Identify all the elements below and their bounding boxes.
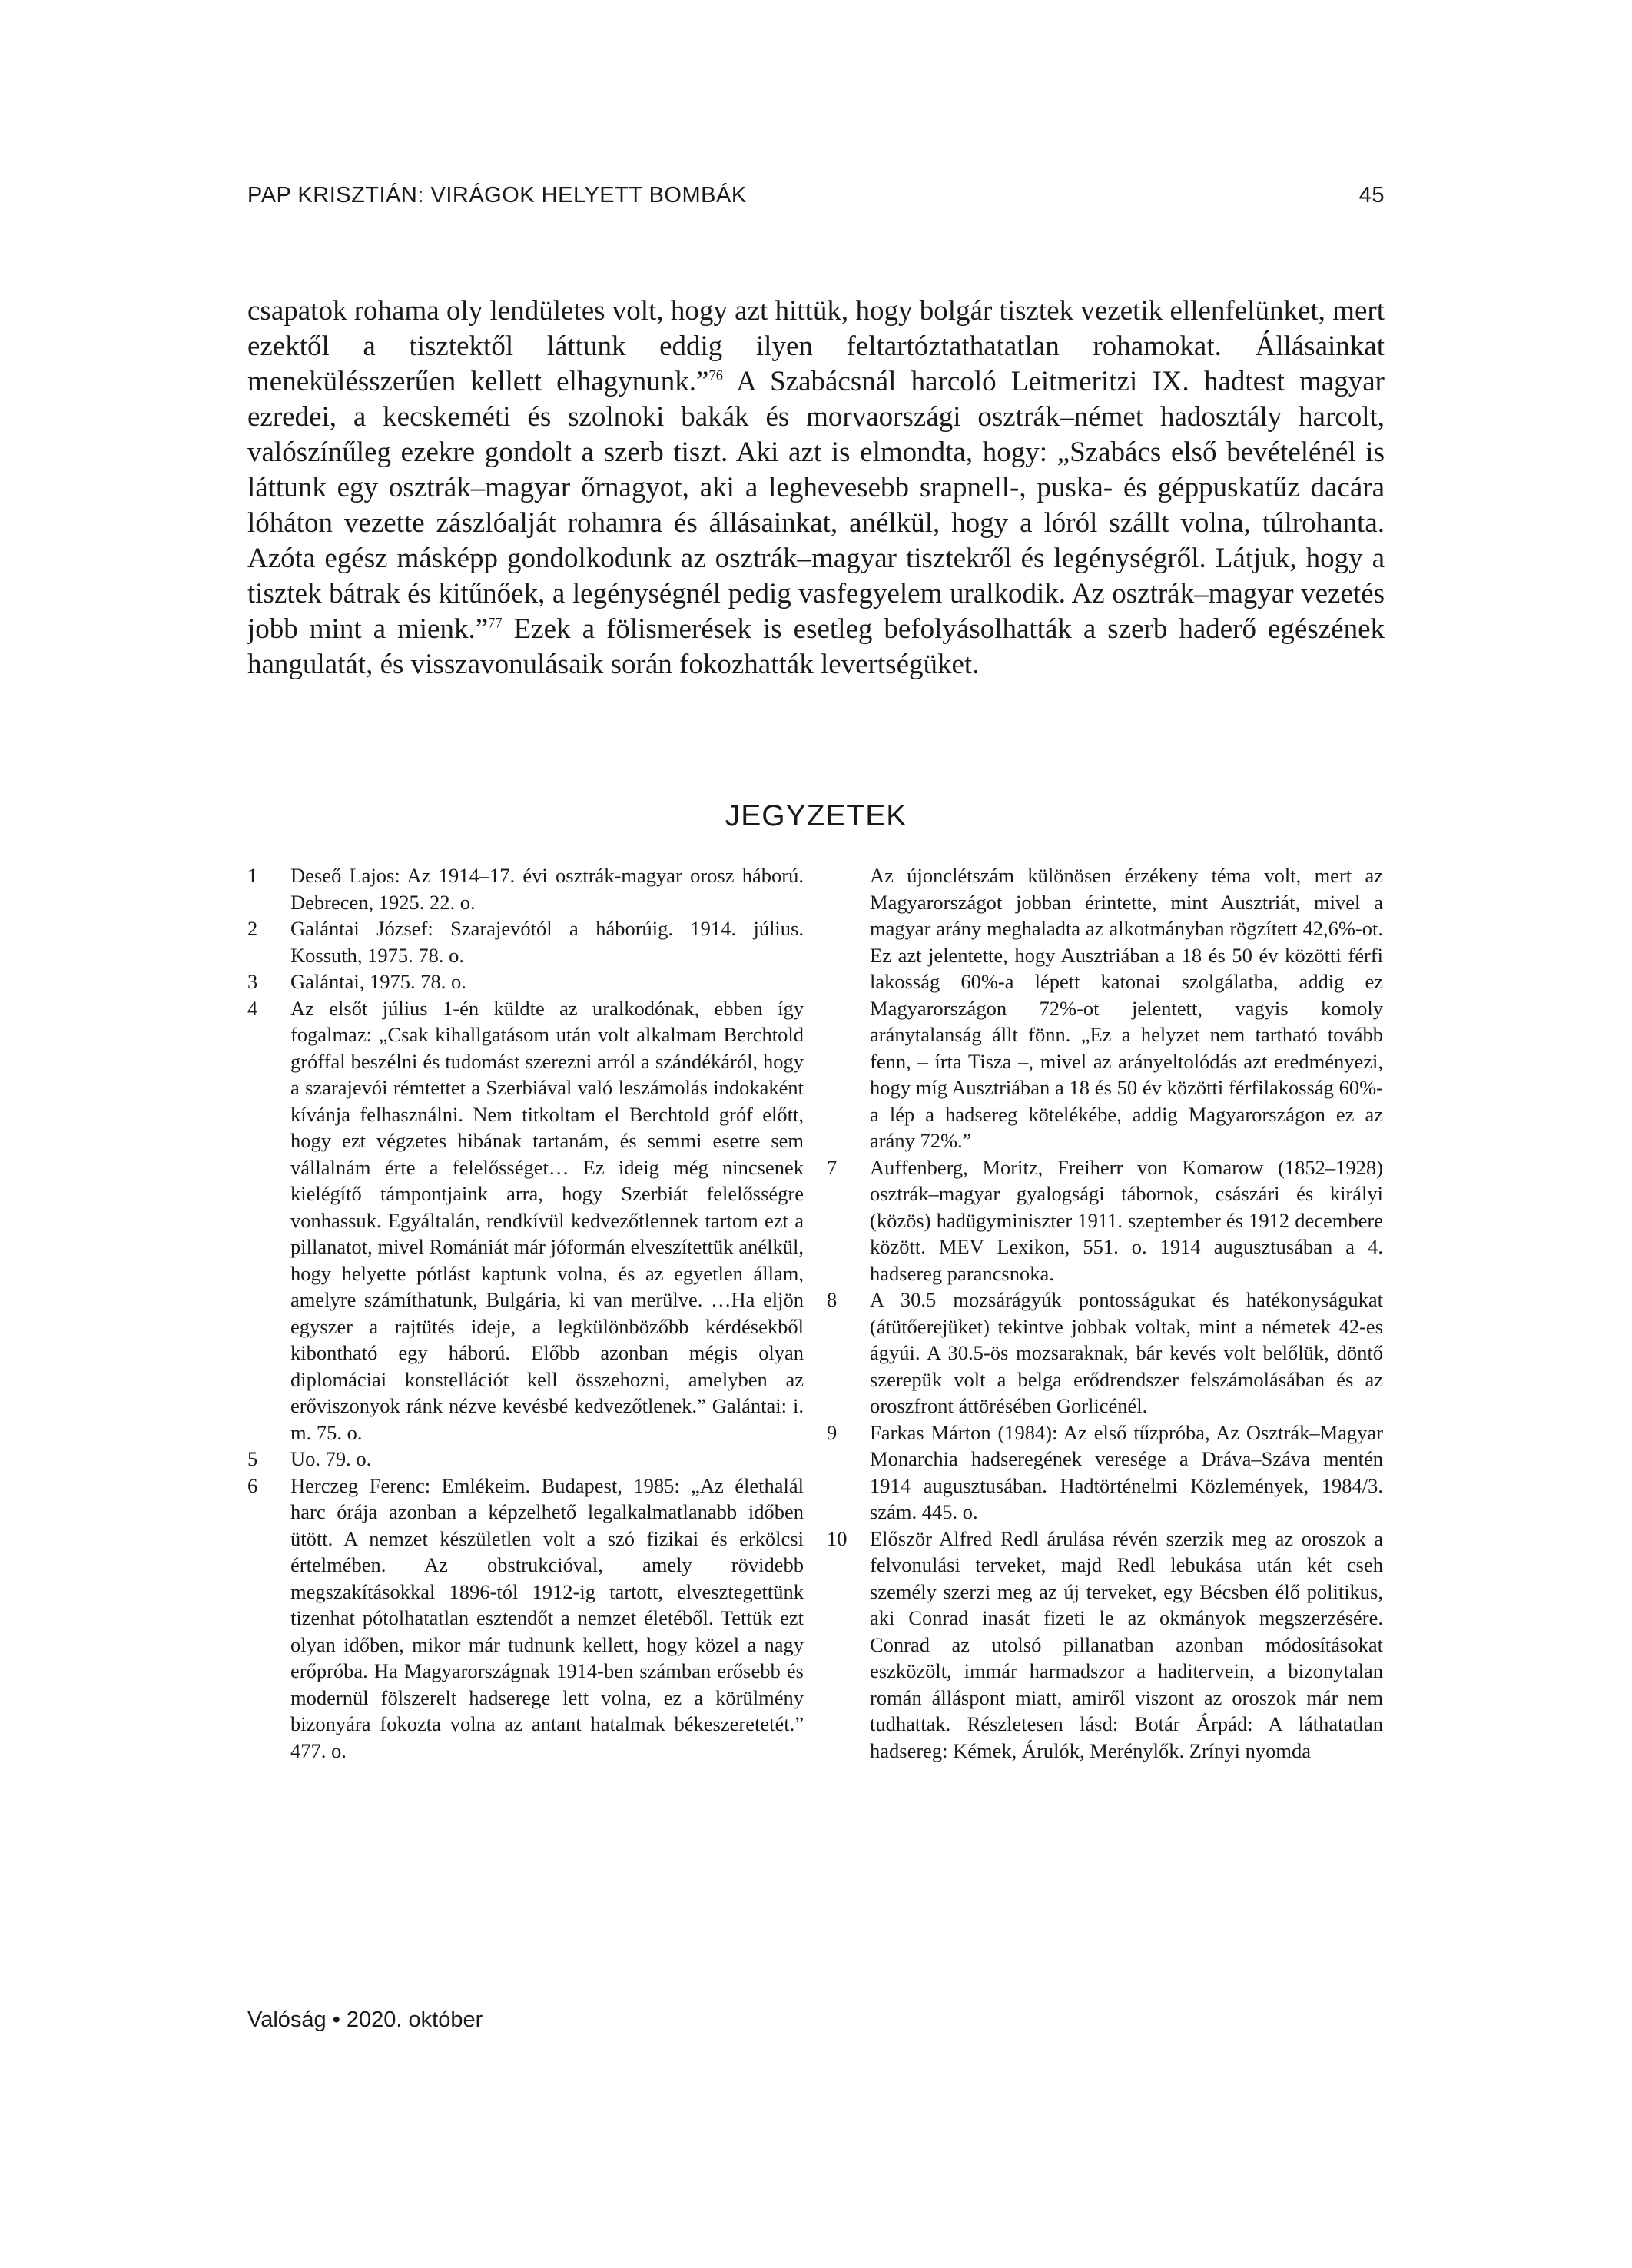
note-text: Farkas Márton (1984): Az első tűzpróba, Az Osztrák–Magyar Monarchia hadseregének veresége a Dráva–Száva mentén 1914 augusztusában. Hadtörténelmi Közlemények, 1984/3. szám. 445. o. [870, 1420, 1383, 1523]
note-number: 1 [247, 864, 258, 887]
notes-heading: JEGYZETEK [725, 799, 907, 832]
note-number: 4 [247, 996, 258, 1020]
note-text: Galántai, 1975. 78. o. [290, 970, 466, 993]
note-item [827, 1287, 1383, 1420]
note-number: 3 [247, 970, 258, 993]
body-text-part-1: csapatok rohama oly lendületes volt, hogy azt hittük, hogy bolgár tisztek vezetik ellenfelünket, mert ezektől a tisztektől láttunk eddig ilyen feltartóztathatatlan rohamokat. Állásainkat menekülésszerűen kellett elhagynunk.” [247, 295, 1385, 397]
body-text-part-3: Ezek a fölismerések is esetleg befolyásolhatták a szerb haderő egészének hangulatát, és visszavonulásaik során fokozhatták levertségüket. [247, 613, 1385, 680]
running-title: PAP KRISZTIÁN: VIRÁGOK HELYETT BOMBÁK [247, 183, 747, 208]
note-text: A 30.5 mozsárágyúk pontosságukat és hatékonyságukat (átütőerejüket) tekintve jobbak voltak, mint a németek 42-es ágyúi. A 30.5-ös mozsaraknak, bár kevés volt belőlük, döntő szerepük volt a belga erődrendszer felszámolásában és az oroszfront áttörésében Gorlicénél. [870, 1288, 1383, 1417]
note-number: 6 [247, 1473, 258, 1497]
note-number: 10 [827, 1526, 848, 1550]
note-number: 7 [827, 1155, 838, 1179]
note-continuation [827, 862, 1383, 1154]
note-item [247, 1473, 804, 1765]
note-number: 5 [247, 1447, 258, 1470]
notes-column-right [827, 862, 1383, 1764]
notes-column-left [247, 862, 804, 1764]
note-item [247, 915, 804, 968]
body-text [247, 294, 1385, 682]
note-item [247, 995, 804, 1446]
note-item [827, 1420, 1383, 1526]
note-text: Először Alfred Redl árulása révén szerzik meg az oroszok a felvonulási terveket, majd Redl lebukása után két cseh személy szerzi meg az új terveket, egy Bécsben élő politikus, aki Conrad inasát fizeti le az okmányok megszerzésére. Conrad az utolsó pillanatban azonban módosításokat eszközölt, immár harmadszor a haditervein, a bizonytalan román álláspont miatt, amiről viszont az oroszok már nem tudhattak. Részletesen lásd: Botár Árpád: A láthatatlan hadsereg: Kémek, Árulók, Merénylők. Zrínyi nyomda [870, 1526, 1383, 1762]
note-text: Auffenberg, Moritz, Freiherr von Komarow (1852–1928) osztrák–magyar gyalogsági tábornok, császári és királyi (közös) hadügyminiszter 1911. szeptember és 1912 decembere között. MEV Lexikon, 551. o. 1914 augusztusában a 4. hadsereg parancsnoka. [870, 1155, 1383, 1285]
note-item [247, 968, 804, 995]
note-text: Deseő Lajos: Az 1914–17. évi osztrák-magyar orosz háború. Debrecen, 1925. 22. o. [290, 864, 804, 914]
note-text: Herczeg Ferenc: Emlékeim. Budapest, 1985: „Az élethalál harc órája azonban a képzelhető legalkalmatlanabb időben ütött. A nemzet készületlen volt a szó fizikai és erkölcsi értelmében. Az obstrukcióval, amely rövidebb megszakításokkal 1896-tól 1912-ig tartott, elvesztegettünk tizenhat pótolhatatlan esztendőt a nemzet életéből. Tettük ezt olyan időben, mikor már tudnunk kellett, hogy közel a nagy erőpróba. Ha Magyarországnak 1914-ben számban erősebb és modernül fölszerelt hadserege lett volna, ez a körülmény bizonyára fokozta volna az antant hatalmak békeszeretetét.” 477. o. [290, 1473, 804, 1762]
note-number: 8 [827, 1288, 838, 1311]
page-number: 45 [1358, 183, 1385, 208]
footnote-ref-76: 76 [708, 368, 723, 384]
note-number: 2 [247, 917, 258, 940]
footnote-ref-77: 77 [488, 616, 503, 632]
note-text: Az újonclétszám különösen érzékeny téma volt, mert az Magyarországot jobban érintette, mint Ausztriát, mivel a magyar arány meghaladta az alkotmányban rögzített 42,6%-ot. Ez azt jelentette, hogy Ausztriában a 18 és 50 év közötti férfi lakosság 60%-a lépett katonai szolgálatba, addig ez Magyarországon 72%-ot jelentett, vagyis komoly aránytalanság állt fönn. „Ez a helyzet nem tartható tovább fenn, – írta Tisza –, mivel az arányeltolódás azt eredményezi, hogy míg Ausztriában a 18 és 50 év közötti férfilakosság 60%-a lép a hadsereg kötelékébe, addig Magyarországon ez az arány 72%.” [870, 864, 1383, 1152]
note-text: Uo. 79. o. [290, 1447, 372, 1470]
note-item [247, 1446, 804, 1473]
page-footer: Valóság • 2020. október [247, 2007, 483, 2032]
note-number: 9 [827, 1420, 838, 1444]
note-item [247, 862, 804, 915]
note-text: Az elsőt július 1-én küldte az uralkodónak, ebben így fogalmaz: „Csak kihallgatásom után volt alkalmam Berchtold gróffal beszélni és tudomást szerezni arról a szándékáról, hogy a szarajevói rémtettet a Szerbiával való leszámolás indokaként kívánja felhasználni. Nem titkoltam el Berchtold gróf előtt, hogy ezt végzetes hibának tartanám, és semmi esetre sem vállalnám érte a felelősséget… Ez ideig még nincsenek kielégítő támpontjaink arra, hogy Szerbiát felelősségre vonhassuk. Egyáltalán, rendkívül kedvezőtlennek tartom ezt a pillanatot, mivel Romániát már jóformán elveszítettük anélkül, hogy helyette pótlást kaptunk volna, és az egyetlen állam, amelyre számíthatunk, Bulgária, ki van merülve. …Ha eljön egyszer a rajtütés ideje, a legkülönbözőbb kérdésekből kibontható egy háború. Előbb azonban mégis olyan diplomáciai konstellációt kell összehozni, amelyben az erőviszonyok ránk nézve kevésbé kedvezőtlenek.” Galántai: i. m. 75. o. [290, 996, 804, 1444]
body-text-part-2: A Szabácsnál harcoló Leitmeritzi IX. hadtest magyar ezredei, a kecskeméti és szolnoki bakák és morvaországi osztrák–német hadosztály harcolt, valószínűleg ezekre gondolt a szerb tiszt. Aki azt is elmondta, hogy: „Szabács első bevételénél is láttunk egy osztrák–magyar őrnagyot, aki a leghevesebb srapnell-, puska- és géppuskatűz dacára lóháton vezette zászlóalját rohamra és állásainkat, anélkül, hogy a lóról szállt volna, túlrohanta. Azóta egész másképp gondolkodunk az osztrák–magyar tisztekről és legénységről. Látjuk, hogy a tisztek bátrak és kitűnőek, a legénységnél pedig vasfegyelem uralkodik. Az osztrák–magyar vezetés jobb mint a mienk.” [247, 366, 1385, 645]
running-header [247, 183, 1385, 214]
note-item [827, 1154, 1383, 1287]
body-paragraph [247, 294, 1385, 682]
note-item [827, 1526, 1383, 1765]
note-text: Galántai József: Szarajevótól a háborúig. 1914. július. Kossuth, 1975. 78. o. [290, 917, 804, 967]
